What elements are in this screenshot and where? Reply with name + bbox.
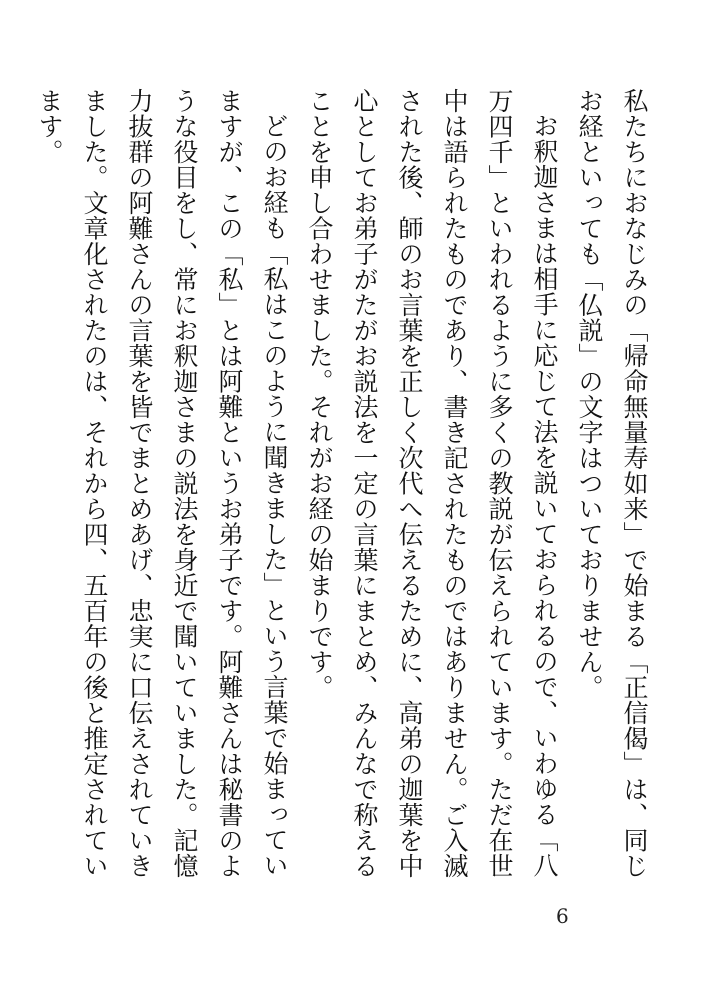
paragraph-3: どのお経も「私はこのように聞きました」という言葉で始まっていますが、この「私」とは阿難というお弟子です。阿難さんは秘書のような役目をし、常にお釈迦さまの説法を身近で聞いていました。記憶力抜群の阿難さんの言葉を皆でまとめあげ、忠実に口伝えされていきました。文章化されたのは、それから四、五百年の後と推定されています。 xyxy=(35,88,289,879)
page-number: 6 xyxy=(556,904,569,928)
vertical-text-body xyxy=(27,88,657,888)
paragraph-2: お釈迦さまは相手に応じて法を説いておられるので、いわゆる「八万四千」といわれるように多くの教説が伝えられています。ただ在世中は語られたものであり、書き記されたものではありません。ご入滅された後、師のお言葉を正しく次代へ伝えるために、高弟の迦葉を中心としてお弟子がたがお説法を一定の言葉にまとめ、みんなで称えることを申し合わせました。それがお経の始まりです。 xyxy=(305,88,559,879)
paragraph-1: 私たちにおなじみの「帰命無量寿如来」で始まる「正信偈」は、同じお経といっても「仏説」の文字はついておりません。 xyxy=(575,88,649,879)
